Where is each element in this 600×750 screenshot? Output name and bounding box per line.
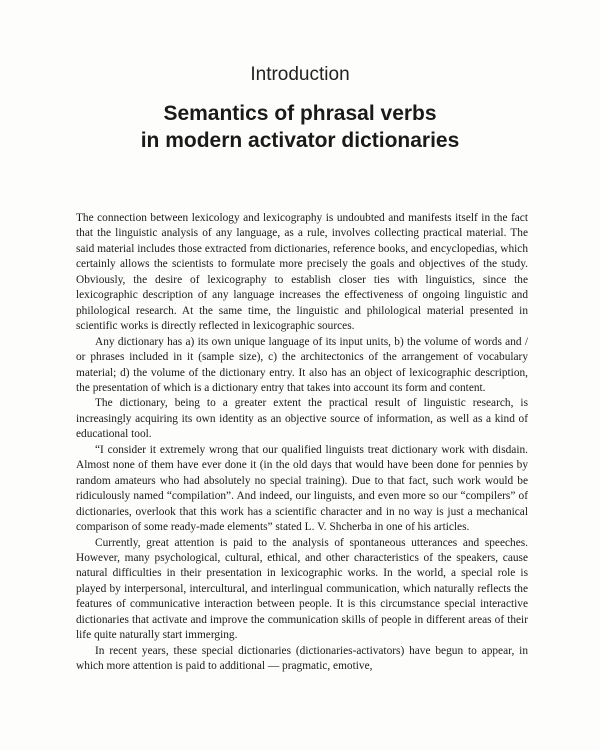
paragraph: In recent years, these special dictionaries (dictionaries-activators) have begun to appear, in which more attention is paid to additional — pragmatic, emotive, — [76, 644, 528, 673]
paragraph: “I consider it extremely wrong that our qualified linguists treat dictionary work with disdain. Almost none of them have ever done it (in the old days that would have been done for pennies by random amateurs who had absolutely no special training). Due to that fact, such work would be ridiculously named “compilation”. And indeed, our linguists, and even more so our “compilers” of dictionaries, overlook that this work has a scientific character and in no way is just a mechanical comparison of some ready-made elements” stated L. V. Shcherba in one of his articles. — [76, 443, 528, 534]
paragraph: The connection between lexicology and lexicography is undoubted and manifests itself in the fact that the linguistic analysis of any language, as a rule, involves collecting practical material. The said material includes those extracted from dictionaries, reference books, and encyclopedias, which certainly allows the scientists to formulate more precisely the goals and objectives of the study. Obviously, the desire of lexicography to establish closer ties with linguistics, since the lexicographic description of any language increases the effectiveness of ongoing linguistic and philological research. At the same time, the linguistic and philological material presented in scientific works is directly reflected in lexicographic sources. — [76, 212, 528, 333]
section-label: Introduction — [250, 64, 350, 85]
chapter-title-line-1: Semantics of phrasal verbs — [163, 102, 437, 125]
paragraph: The dictionary, being to a greater extent the practical result of linguistic research, is increasingly acquiring its own identity as an objective source of information, as well as a kind of educational tool. — [76, 397, 528, 441]
body-text — [76, 211, 528, 675]
chapter-title — [0, 100, 600, 154]
paragraph: Currently, great attention is paid to the analysis of spontaneous utterances and speeches. However, many psychological, cultural, ethical, and other characteristics of the speakers, cause natural difficulties in their presentation in lexicographic works. In the world, a special role is played by interpersonal, intercultural, and interlingual communication, which naturally reflects the features of communicative interaction between people. It is this circumstance special interactive dictionaries that activate and improve the communication skills of people in different areas of their life quite naturally start immerging. — [76, 536, 528, 642]
chapter-title-line-2: in modern activator dictionaries — [140, 129, 460, 152]
paragraph: Any dictionary has a) its own unique language of its input units, b) the volume of words and / or phrases included in it (sample size), c) the architectonics of the arrangement of vocabulary material; d) the volume of the dictionary entry. It also has an object of lexicographic description, the presentation of which is a dictionary entry that takes into account its form and content. — [76, 335, 528, 394]
